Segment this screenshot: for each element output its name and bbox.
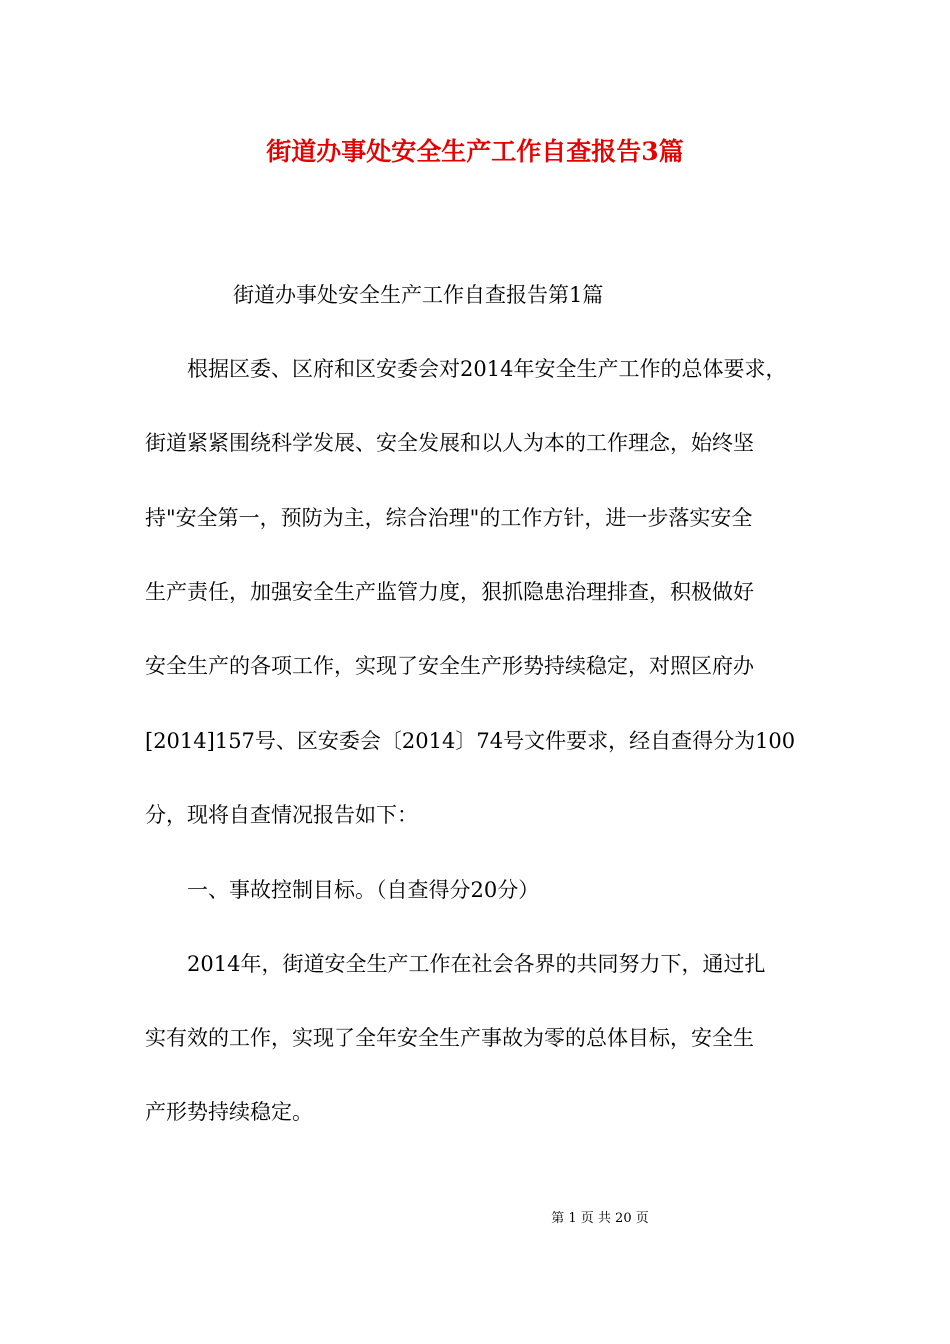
paragraph-line: 根据区委、区府和区安委会对2014年安全生产工作的总体要求，: [187, 357, 787, 381]
page-number-text: 第 1 页 共 20 页: [551, 1211, 649, 1226]
paragraph-line: [2014]157号、区安委会〔2014〕74号文件要求，经自查得分为100: [145, 729, 796, 753]
section-heading: 一、事故控制目标。（自查得分20分）: [187, 878, 540, 902]
paragraph-line: 持"安全第一，预防为主，综合治理"的工作方针，进一步落实安全: [145, 506, 753, 530]
paragraph-line: 分，现将自查情况报告如下：: [145, 803, 418, 827]
paragraph-line: 2014年，街道安全生产工作在社会各界的共同努力下，通过扎: [187, 952, 766, 976]
page-footer: [0, 1209, 950, 1229]
report-subtitle: 街道办事处安全生产工作自查报告第1篇: [233, 283, 604, 307]
document-title: 街道办事处安全生产工作自查报告3篇: [266, 137, 684, 166]
paragraph-line: 安全生产的各项工作，实现了安全生产形势持续稳定，对照区府办: [145, 654, 754, 678]
paragraph-line: 生产责任，加强安全生产监管力度，狠抓隐患治理排查，积极做好: [145, 580, 754, 604]
paragraph-line: 街道紧紧围绕科学发展、安全发展和以人为本的工作理念，始终坚: [145, 431, 754, 455]
paragraph-line: 实有效的工作，实现了全年安全生产事故为零的总体目标，安全生: [145, 1026, 754, 1050]
paragraph-line: 产形势持续稳定。: [145, 1100, 313, 1124]
